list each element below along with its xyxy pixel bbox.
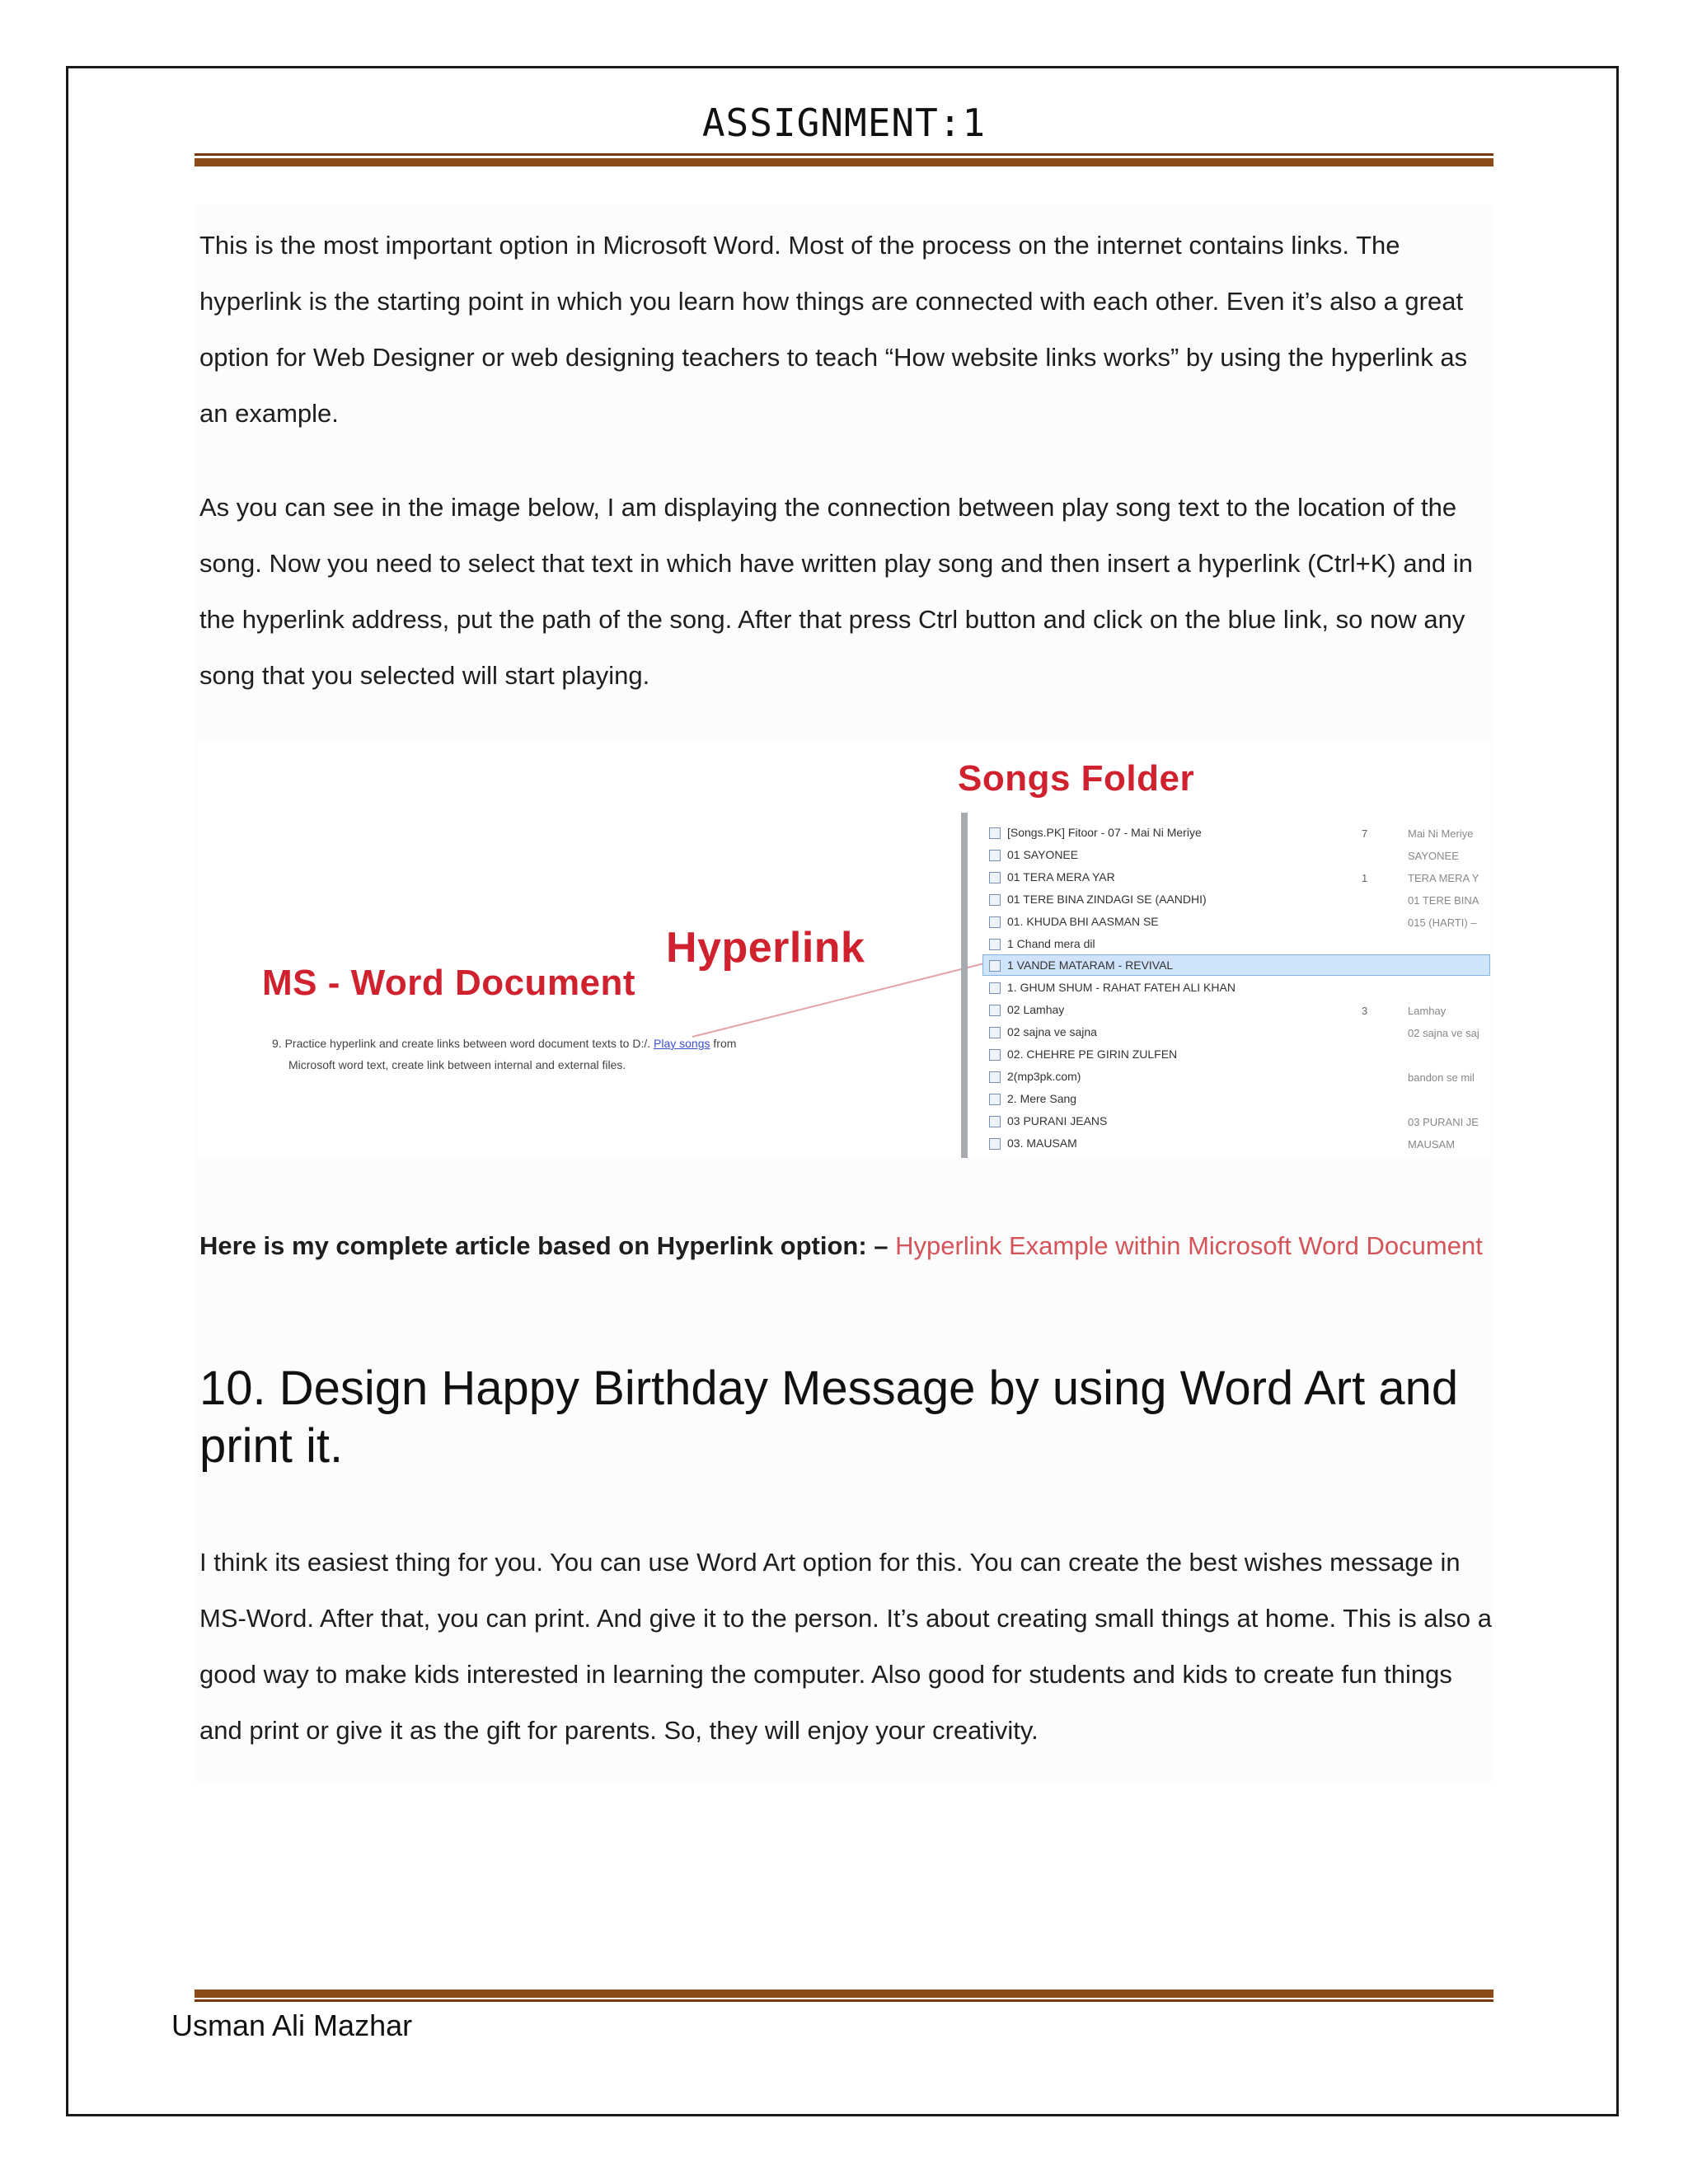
song-row[interactable]: 2. Mere Sang — [989, 1092, 1076, 1113]
track-number: 3 — [1362, 1005, 1368, 1017]
song-row[interactable]: 02. CHEHRE PE GIRIN ZULFEN — [989, 1047, 1177, 1068]
album-cell: 03 PURANI JE — [1408, 1116, 1479, 1128]
album-cell: SAYONEE — [1408, 850, 1459, 862]
song-row[interactable]: [Songs.PK] Fitoor - 07 - Mai Ni Meriye — [989, 826, 1202, 846]
song-row[interactable]: 01. KHUDA BHI AASMAN SE — [989, 915, 1159, 935]
section-heading-10: 10. Design Happy Birthday Message by using Word Art and print it. — [199, 1361, 1459, 1473]
song-row-selected[interactable]: 1 VANDE MATARAM - REVIVAL — [989, 958, 1173, 979]
song-row[interactable]: 01 SAYONEE — [989, 848, 1078, 869]
album-cell: 015 (HARTI) – — [1408, 916, 1477, 929]
song-row[interactable]: 2(mp3pk.com) — [989, 1070, 1081, 1090]
header-rule-thin — [195, 153, 1493, 156]
doc-line-1: 9. Practice hyperlink and create links between word document texts to D:/. Play songs from — [272, 1037, 737, 1050]
hyperlink-title: Hyperlink — [666, 924, 865, 972]
page-title: ASSIGNMENT:1 — [701, 101, 987, 145]
album-cell: MAUSAM — [1408, 1138, 1456, 1151]
album-cell: 02 sajna ve saj — [1408, 1027, 1479, 1039]
connector-line — [692, 963, 987, 1037]
paragraph-word-art: I think its easiest thing for you. You can use Word Art option for this. You can create the best wishes message in MS-Word. After that, you can print. And give it to the person. It’s about creating small things at home. This is also a good way to make kids interested in learning the computer. Also good for students and kids to create fun things and print or give it as the gift for parents. So, they will enjoy your creativity. — [199, 1548, 1493, 1745]
header-rule-thick — [195, 158, 1493, 166]
article-lead-text: Here is my complete article based on Hyperlink option: – — [199, 1231, 889, 1260]
song-row[interactable]: 02 Lamhay — [989, 1003, 1064, 1024]
folder-sidebar — [961, 813, 968, 1158]
hyperlink-figure — [198, 742, 1490, 1158]
paragraph-hyperlink-intro: This is the most important option in Microsoft Word. Most of the process on the internet contains links. The hyperlink is the starting point in which you learn how things are connected with each other. Even it’s also a great option for Web Designer or web designing teachers to teach “How website links works” by using the hyperlink as an example. — [199, 231, 1468, 428]
album-cell: TERA MERA Y — [1408, 872, 1479, 884]
song-row[interactable]: 03. MAUSAM — [989, 1137, 1077, 1157]
footer-rule-thick — [195, 1990, 1493, 1998]
album-cell: 01 TERE BINA — [1408, 894, 1479, 907]
footer-author: Usman Ali Mazhar — [171, 2008, 413, 2042]
play-songs-link[interactable]: Play songs — [654, 1037, 710, 1050]
ms-word-document-title: MS - Word Document — [262, 963, 636, 1003]
song-row[interactable]: 01 TERA MERA YAR — [989, 870, 1115, 891]
album-cell: Mai Ni Meriye — [1408, 827, 1474, 840]
hyperlink-connector — [198, 742, 1490, 1158]
doc-line-2: Microsoft word text, create link between internal and external files. — [288, 1058, 626, 1071]
paragraph-hyperlink-steps: As you can see in the image below, I am displaying the connection between play song text to the location of the song. Now you need to select that text in which have written play song and then insert a hyperlink (Ctrl+K) and in the hyperlink address, put the path of the song. After that press Ctrl button and click on the blue link, so now any song that you selected will start playing. — [199, 493, 1473, 690]
song-row[interactable]: 01 TERE BINA ZINDAGI SE (AANDHI) — [989, 893, 1207, 913]
song-row[interactable]: 1. GHUM SHUM - RAHAT FATEH ALI KHAN — [989, 981, 1236, 1001]
song-row[interactable]: 02 sajna ve sajna — [989, 1025, 1097, 1046]
album-cell: Lamhay — [1408, 1005, 1447, 1017]
track-number: 7 — [1362, 827, 1368, 840]
album-cell: bandon se mil — [1408, 1071, 1475, 1084]
article-reference — [199, 1218, 1493, 1274]
songs-folder-title: Songs Folder — [958, 758, 1195, 799]
article-link[interactable]: Hyperlink Example within Microsoft Word Document — [895, 1231, 1483, 1260]
track-number: 1 — [1362, 872, 1368, 884]
footer-rule-thin — [195, 1999, 1493, 2002]
song-row[interactable]: 03 PURANI JEANS — [989, 1114, 1107, 1135]
song-row[interactable]: 1 Chand mera dil — [989, 937, 1095, 958]
